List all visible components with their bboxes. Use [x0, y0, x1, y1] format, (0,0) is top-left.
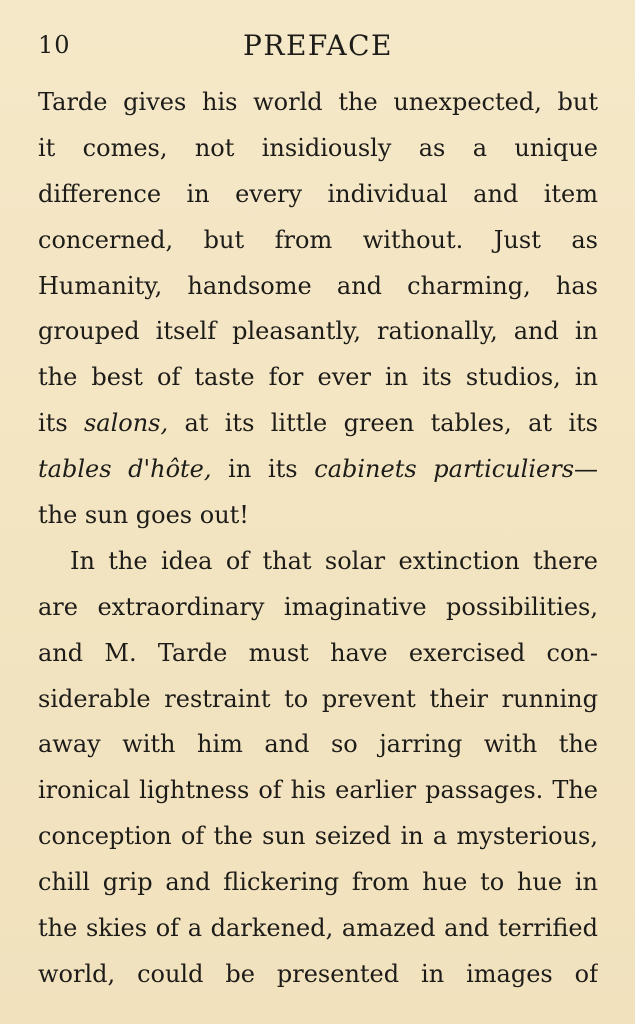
italic-text: salons,: [83, 409, 169, 438]
text-line: and M. Tarde must have exercised con-: [38, 638, 598, 667]
text-line: away with him and so jarring with the: [38, 730, 598, 759]
running-title: PREFACE: [243, 29, 393, 62]
body-text: [38, 80, 598, 998]
text-line: the sun goes out!: [38, 501, 249, 530]
text-line: Tarde gives his world the unexpected, but: [38, 88, 598, 116]
text-segment: its: [38, 409, 84, 438]
text-segment: —: [574, 455, 598, 484]
text-line: In the idea of that solar extinction there: [70, 546, 598, 575]
text-line: [38, 447, 598, 493]
text-line: the best of taste for ever in its studios, in: [38, 363, 598, 392]
italic-text: cabinets particuliers: [314, 455, 575, 484]
text-segment: at its little green tables, at its: [168, 409, 598, 438]
text-line: conception of the sun seized in a mysterious,: [38, 822, 598, 851]
text-line: siderable restraint to prevent their running: [38, 684, 598, 713]
text-line: grouped itself pleasantly, rationally, and in: [38, 317, 598, 346]
text-line: it comes, not insidiously as a unique: [38, 133, 598, 162]
text-line: are extraordinary imaginative possibilities,: [38, 592, 598, 621]
text-line: difference in every individual and item: [38, 179, 598, 208]
italic-text: tables d'hôte,: [38, 455, 212, 484]
text-line: world, could be presented in images of: [38, 959, 598, 988]
text-line: concerned, but from without. Just as: [38, 225, 598, 254]
text-segment: in its: [211, 455, 315, 484]
text-line: [38, 401, 598, 447]
page-number: 10: [38, 31, 71, 59]
text-line: the skies of a darkened, amazed and terrified: [38, 914, 598, 943]
text-line: Humanity, handsome and charming, has: [38, 271, 598, 300]
text-line: chill grip and flickering from hue to hue in: [38, 868, 598, 897]
page-header: [38, 29, 598, 69]
text-line: ironical lightness of his earlier passages. The: [38, 776, 598, 805]
